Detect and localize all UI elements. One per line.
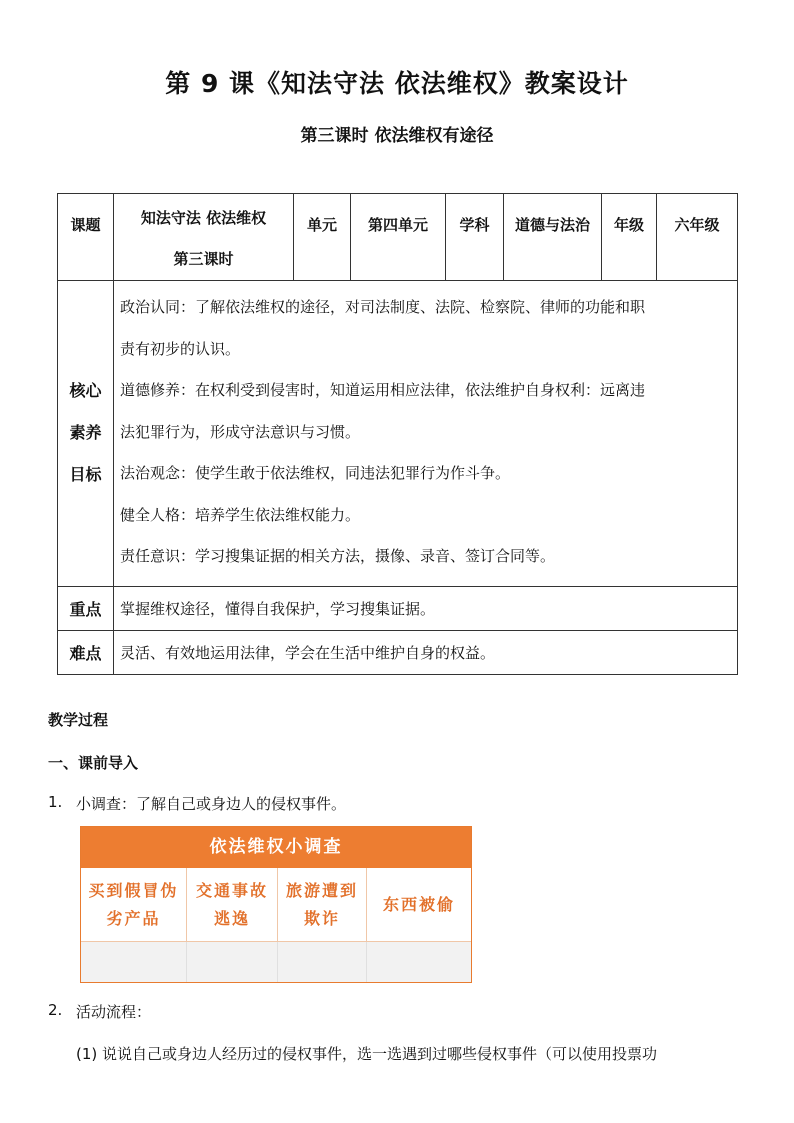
goal-line: 法犯罪行为，形成守法意识与习惯。 [120, 422, 361, 441]
grade-value: 六年级 [657, 194, 738, 281]
goal-line: 政治认同：了解依法维权的途径，对司法制度、法院、检察院、律师的功能和职 [120, 298, 646, 316]
survey-table [80, 826, 472, 983]
item2-sub: (1) 说说自己或身边人经历过的侵权事件，选一选遇到过哪些侵权事件（可以使用投票功 [76, 1045, 658, 1063]
section1-heading: 一、课前导入 [48, 754, 139, 772]
goal-line: 法治观念：使学生敢于依法维权，同违法犯罪行为作斗争。 [120, 464, 511, 482]
item2-text: 活动流程： [76, 1003, 152, 1021]
course-value-line1: 知法守法 依法维权 [140, 209, 267, 227]
goals-content [114, 281, 738, 587]
lesson-info-table [57, 193, 738, 675]
survey-cell: 买到假冒伪劣产品 [81, 868, 187, 941]
document-title: 第 9 课《知法守法 依法维权》教案设计 [165, 69, 629, 98]
subject-value: 道德与法治 [504, 194, 602, 281]
survey-blank-cell [187, 942, 278, 982]
survey-blank-cell [278, 942, 367, 982]
goal-line: 责有初步的认识。 [120, 339, 241, 358]
document-subtitle: 第三课时 依法维权有途径 [300, 126, 494, 146]
goal-line: 道德修养：在权利受到侵害时，知道运用相应法律，依法维护自身权利：远离违 [120, 381, 646, 399]
survey-cell: 东西被偷 [382, 894, 455, 914]
process-heading: 教学过程 [48, 711, 109, 729]
item1-number: 1. [48, 793, 63, 811]
grade-label: 年级 [602, 194, 657, 281]
survey-title: 依法维权小调查 [81, 827, 471, 868]
key-point-row [58, 586, 738, 630]
course-value [114, 194, 294, 281]
unit-value: 第四单元 [351, 194, 446, 281]
item1-text: 小调查：了解自己或身边人的侵权事件。 [76, 795, 347, 813]
subject-label: 学科 [446, 194, 504, 281]
unit-label: 单元 [294, 194, 351, 281]
course-label: 课题 [58, 194, 114, 281]
key-point-label: 重点 [58, 586, 114, 630]
difficulty-label: 难点 [58, 630, 114, 674]
goals-row [58, 281, 738, 587]
goal-line: 责任意识：学习搜集证据的相关方法，摄像、录音、签订合同等。 [120, 547, 556, 565]
difficulty-row [58, 630, 738, 674]
header-row [58, 194, 738, 281]
difficulty-value: 灵活、有效地运用法律，学会在生活中维护自身的权益。 [114, 630, 738, 674]
survey-blank-cell [367, 942, 471, 982]
survey-cell: 旅游遭到欺诈 [278, 868, 367, 941]
survey-blank-row [81, 942, 471, 982]
goals-label: 核心 素养 目标 [58, 281, 114, 587]
survey-row [81, 868, 471, 942]
survey-cell: 交通事故逃逸 [187, 868, 278, 941]
course-value-line2: 第三课时 [173, 250, 234, 268]
key-point-value: 掌握维权途径，懂得自我保护，学习搜集证据。 [114, 586, 738, 630]
survey-blank-cell [81, 942, 187, 982]
item2-number: 2. [48, 1001, 63, 1019]
goal-line: 健全人格：培养学生依法维权能力。 [120, 505, 361, 524]
